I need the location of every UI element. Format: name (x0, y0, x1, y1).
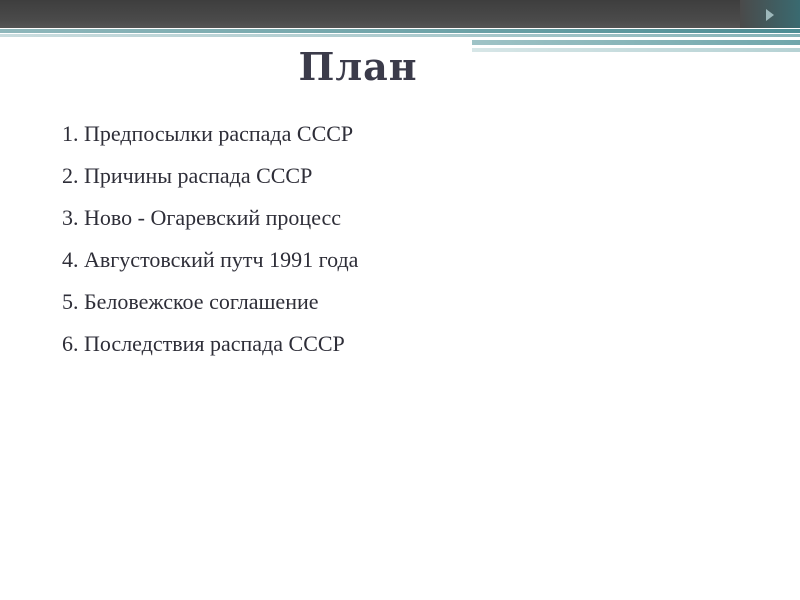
teal-stripe-1 (0, 29, 800, 33)
slide-title: План (298, 44, 418, 89)
plan-item-5: 5. Беловежское соглашение (62, 289, 319, 314)
plan-item-1: 1. Предпосылки распада СССР (62, 121, 354, 146)
plan-list (62, 120, 358, 372)
plan-item-2: 2. Причины распада СССР (62, 163, 313, 188)
plan-item-6: 6. Последствия распада СССР (62, 331, 345, 356)
corner-arrow-icon (766, 9, 774, 21)
header-dark-bar (0, 0, 800, 28)
plan-item-4: 4. Августовский путч 1991 года (62, 247, 359, 272)
plan-item-3: 3. Ново - Огаревский процесс (62, 205, 342, 230)
teal-stripe-2 (0, 34, 800, 37)
